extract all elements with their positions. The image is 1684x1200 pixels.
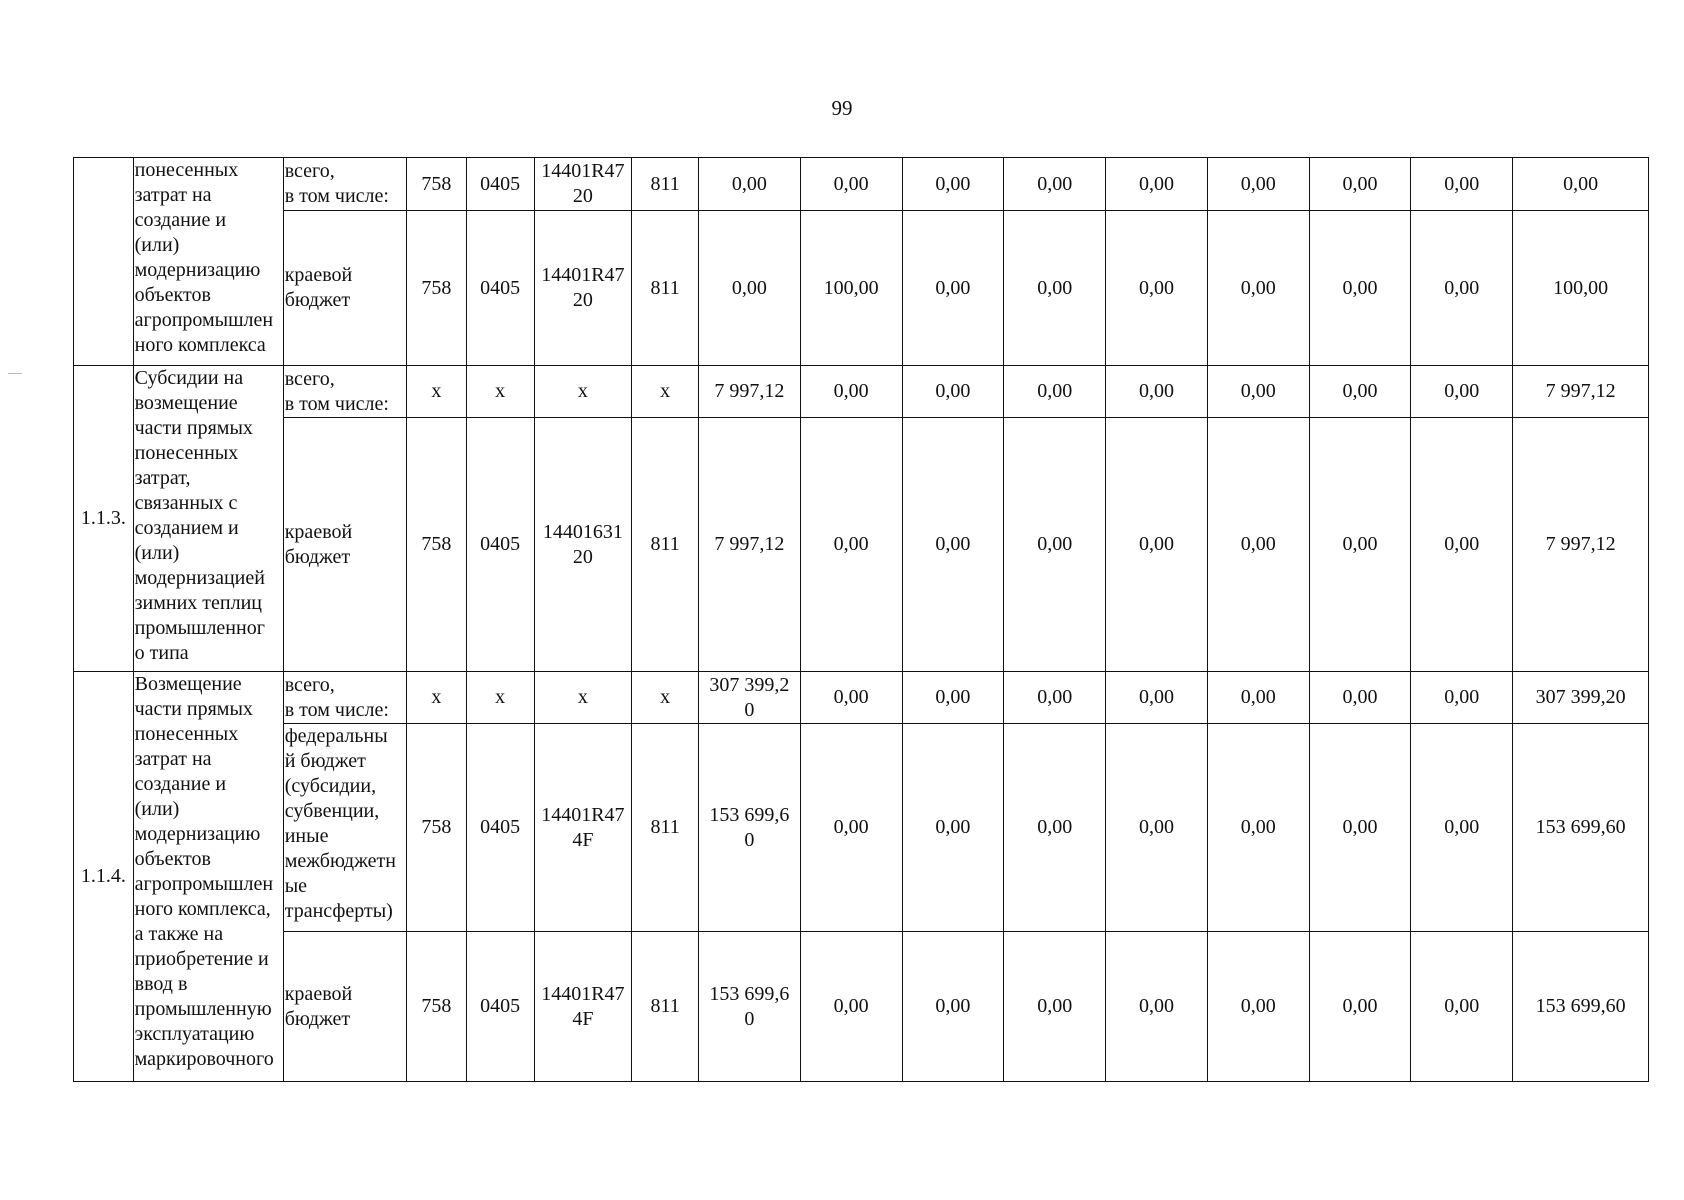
grbs-code xyxy=(407,366,467,418)
year-value-text: 0,00 xyxy=(935,995,971,1017)
row-number-text: 1.1.3. xyxy=(80,507,126,529)
year-value-text: 0,00 xyxy=(1342,816,1378,838)
year-value-text: 0,00 xyxy=(1240,380,1276,402)
grbs-code-text: x xyxy=(431,380,442,402)
csr-code-text: 14401R47 4F xyxy=(541,803,625,851)
grbs-code xyxy=(407,932,467,1082)
year-value-text: 0,00 xyxy=(1138,816,1174,838)
year-value xyxy=(1004,211,1106,366)
year-value-text: 0,00 xyxy=(833,172,869,195)
year-value xyxy=(1004,366,1106,418)
year-value xyxy=(699,724,801,932)
year-value xyxy=(800,672,902,724)
year-value-text: 307 399,2 0 xyxy=(709,673,790,721)
year-value-text: 0,00 xyxy=(1037,816,1073,838)
rzpr-code xyxy=(466,366,534,418)
year-value-text: 0,00 xyxy=(1138,172,1174,195)
page-number: 99 xyxy=(831,96,853,120)
funding-source xyxy=(283,366,406,418)
csr-code xyxy=(534,211,632,366)
row-number xyxy=(74,366,134,672)
grbs-code xyxy=(407,724,467,932)
row-description xyxy=(133,366,283,672)
csr-code-text: x xyxy=(577,380,588,402)
csr-code-text: 14401R47 20 xyxy=(541,264,625,311)
total-value xyxy=(1513,672,1649,724)
grbs-code xyxy=(407,211,467,366)
rzpr-code xyxy=(466,418,534,672)
row-description-text: понесенных затрат на создание и (или) модернизацию объектов агропромышлен ного комплекса xyxy=(134,159,274,356)
table-row xyxy=(74,158,1649,211)
funding-source xyxy=(283,158,406,211)
row-description xyxy=(133,672,283,1082)
year-value-text: 0,00 xyxy=(1240,276,1276,299)
table-row xyxy=(74,366,1649,418)
vr-code-text: 811 xyxy=(650,172,680,195)
table-row xyxy=(74,418,1649,672)
year-value-text: 0,00 xyxy=(1342,995,1378,1017)
year-value-text: 0,00 xyxy=(1138,686,1174,708)
row-number-text: 1.1.4. xyxy=(80,865,126,887)
rzpr-code xyxy=(466,672,534,724)
row-number xyxy=(74,672,134,1082)
year-value-text: 0,00 xyxy=(1342,276,1378,299)
year-value xyxy=(1207,724,1309,932)
vr-code-text: 811 xyxy=(650,816,680,838)
year-value-text: 0,00 xyxy=(833,380,869,402)
vr-code-text: x xyxy=(660,380,671,402)
year-value xyxy=(902,366,1004,418)
year-value xyxy=(800,932,902,1082)
margin-mark xyxy=(8,373,22,374)
csr-code xyxy=(534,366,632,418)
rzpr-code xyxy=(466,158,534,211)
vr-code xyxy=(632,418,699,672)
year-value-text: 0,00 xyxy=(1037,533,1073,555)
grbs-code-text: 758 xyxy=(421,172,452,195)
funding-source-text: всего, в том числе: xyxy=(284,673,389,721)
year-value xyxy=(902,211,1004,366)
vr-code-text: 811 xyxy=(650,533,680,555)
grbs-code xyxy=(407,672,467,724)
year-value-text: 0,00 xyxy=(833,995,869,1017)
year-value xyxy=(1411,158,1513,211)
vr-code-text: 811 xyxy=(650,995,680,1017)
year-value xyxy=(800,211,902,366)
funding-source-text: всего, в том числе: xyxy=(284,367,389,415)
rzpr-code-text: 0405 xyxy=(480,172,521,195)
rzpr-code-text: x xyxy=(495,380,506,402)
year-value xyxy=(1207,672,1309,724)
year-value-text: 0,00 xyxy=(1037,172,1073,195)
year-value xyxy=(699,211,801,366)
grbs-code-text: 758 xyxy=(421,533,452,555)
rzpr-code-text: 0405 xyxy=(480,276,521,299)
year-value xyxy=(1106,724,1208,932)
year-value-text: 0,00 xyxy=(1444,533,1480,555)
year-value xyxy=(1309,211,1411,366)
csr-code xyxy=(534,724,632,932)
year-value-text: 0,00 xyxy=(1444,995,1480,1017)
year-value xyxy=(902,932,1004,1082)
year-value xyxy=(699,158,801,211)
year-value xyxy=(699,672,801,724)
year-value-text: 0,00 xyxy=(1342,172,1378,195)
total-value-text: 153 699,60 xyxy=(1535,995,1626,1017)
year-value-text: 0,00 xyxy=(1444,172,1480,195)
year-value-text: 0,00 xyxy=(1037,995,1073,1017)
total-value xyxy=(1513,366,1649,418)
year-value-text: 0,00 xyxy=(1444,816,1480,838)
year-value-text: 0,00 xyxy=(1444,380,1480,402)
rzpr-code xyxy=(466,932,534,1082)
year-value-text: 0,00 xyxy=(935,533,971,555)
csr-code xyxy=(534,672,632,724)
year-value xyxy=(902,724,1004,932)
year-value xyxy=(1309,366,1411,418)
year-value xyxy=(1411,418,1513,672)
total-value-text: 0,00 xyxy=(1563,172,1599,195)
year-value-text: 0,00 xyxy=(1342,380,1378,402)
rzpr-code-text: x xyxy=(495,686,506,708)
year-value xyxy=(1309,672,1411,724)
grbs-code-text: 758 xyxy=(421,816,452,838)
year-value-text: 0,00 xyxy=(1138,380,1174,402)
row-description-text: Возмещение части прямых понесенных затрат на создание и (или) модернизацию объектов агропромышлен ного комплекса, а также на приобретение и ввод в промышленную эксплуатацию маркировочного xyxy=(134,673,274,1070)
vr-code-text: x xyxy=(660,686,671,708)
csr-code-text: 14401R47 4F xyxy=(541,982,625,1030)
year-value xyxy=(1207,211,1309,366)
total-value xyxy=(1513,418,1649,672)
year-value-text: 0,00 xyxy=(1037,380,1073,402)
year-value xyxy=(1207,366,1309,418)
year-value-text: 0,00 xyxy=(1342,533,1378,555)
csr-code xyxy=(534,932,632,1082)
csr-code xyxy=(534,158,632,211)
year-value xyxy=(1411,932,1513,1082)
year-value-text: 0,00 xyxy=(1037,276,1073,299)
funding-source-text: федеральны й бюджет (субсидии, субвенции, иные межбюджетн ые трансферты) xyxy=(284,725,396,922)
year-value-text: 0,00 xyxy=(731,172,767,195)
rzpr-code-text: 0405 xyxy=(480,816,521,838)
table-row xyxy=(74,672,1649,724)
year-value-text: 0,00 xyxy=(935,816,971,838)
grbs-code-text: x xyxy=(431,686,442,708)
rzpr-code xyxy=(466,211,534,366)
funding-source-text: краевой бюджет xyxy=(284,982,353,1030)
year-value xyxy=(699,932,801,1082)
year-value-text: 0,00 xyxy=(1138,276,1174,299)
rzpr-code-text: 0405 xyxy=(480,995,521,1017)
year-value-text: 0,00 xyxy=(1138,995,1174,1017)
year-value xyxy=(1004,724,1106,932)
year-value xyxy=(1106,211,1208,366)
year-value xyxy=(1309,724,1411,932)
year-value-text: 0,00 xyxy=(1240,172,1276,195)
year-value-text: 0,00 xyxy=(935,380,971,402)
table-row xyxy=(74,211,1649,366)
year-value-text: 0,00 xyxy=(833,686,869,708)
year-value xyxy=(1309,158,1411,211)
year-value-text: 0,00 xyxy=(935,172,971,195)
vr-code xyxy=(632,672,699,724)
year-value xyxy=(902,418,1004,672)
vr-code xyxy=(632,724,699,932)
year-value xyxy=(1411,724,1513,932)
funding-source xyxy=(283,672,406,724)
year-value-text: 100,00 xyxy=(823,276,879,299)
year-value xyxy=(1309,932,1411,1082)
year-value-text: 0,00 xyxy=(1138,533,1174,555)
year-value-text: 0,00 xyxy=(833,816,869,838)
year-value-text: 0,00 xyxy=(1037,686,1073,708)
row-number xyxy=(74,158,134,366)
budget-table xyxy=(73,157,1649,1082)
csr-code-text: x xyxy=(577,686,588,708)
year-value-text: 7 997,12 xyxy=(714,533,785,555)
year-value xyxy=(1106,418,1208,672)
year-value xyxy=(1207,158,1309,211)
year-value-text: 0,00 xyxy=(833,533,869,555)
total-value xyxy=(1513,932,1649,1082)
year-value-text: 153 699,6 0 xyxy=(709,803,790,851)
year-value xyxy=(1106,366,1208,418)
year-value xyxy=(1004,158,1106,211)
grbs-code xyxy=(407,158,467,211)
rzpr-code xyxy=(466,724,534,932)
csr-code-text: 14401631 20 xyxy=(542,520,623,568)
total-value-text: 153 699,60 xyxy=(1535,816,1626,838)
year-value-text: 0,00 xyxy=(935,276,971,299)
year-value-text: 0,00 xyxy=(731,276,767,299)
year-value xyxy=(1106,158,1208,211)
year-value-text: 153 699,6 0 xyxy=(709,982,790,1030)
grbs-code-text: 758 xyxy=(421,995,452,1017)
year-value-text: 0,00 xyxy=(1240,995,1276,1017)
total-value xyxy=(1513,724,1649,932)
funding-source-text: краевой бюджет xyxy=(284,520,353,568)
year-value xyxy=(1106,932,1208,1082)
funding-source xyxy=(283,932,406,1082)
vr-code xyxy=(632,211,699,366)
vr-code xyxy=(632,366,699,418)
total-value xyxy=(1513,158,1649,211)
rzpr-code-text: 0405 xyxy=(480,533,521,555)
year-value xyxy=(902,672,1004,724)
year-value xyxy=(1207,932,1309,1082)
year-value xyxy=(699,366,801,418)
table-row xyxy=(74,932,1649,1082)
year-value xyxy=(1207,418,1309,672)
year-value-text: 0,00 xyxy=(1240,533,1276,555)
year-value xyxy=(1004,418,1106,672)
total-value-text: 7 997,12 xyxy=(1545,533,1616,555)
vr-code xyxy=(632,932,699,1082)
year-value xyxy=(1411,672,1513,724)
year-value-text: 0,00 xyxy=(1240,816,1276,838)
table-row xyxy=(74,724,1649,932)
grbs-code xyxy=(407,418,467,672)
year-value-text: 0,00 xyxy=(1342,686,1378,708)
year-value xyxy=(902,158,1004,211)
funding-source xyxy=(283,418,406,672)
grbs-code-text: 758 xyxy=(421,276,452,299)
year-value xyxy=(800,418,902,672)
total-value-text: 100,00 xyxy=(1553,276,1609,299)
funding-source-text: всего, в том числе: xyxy=(284,160,389,207)
year-value xyxy=(1106,672,1208,724)
total-value xyxy=(1513,211,1649,366)
year-value-text: 0,00 xyxy=(935,686,971,708)
funding-source xyxy=(283,724,406,932)
vr-code xyxy=(632,158,699,211)
total-value-text: 307 399,20 xyxy=(1535,686,1626,708)
year-value xyxy=(1004,932,1106,1082)
funding-source xyxy=(283,211,406,366)
year-value xyxy=(800,366,902,418)
row-description xyxy=(133,158,283,366)
year-value xyxy=(1411,366,1513,418)
csr-code xyxy=(534,418,632,672)
year-value xyxy=(800,724,902,932)
row-description-text: Субсидии на возмещение части прямых понесенных затрат, связанных с созданием и (или) модернизацией зимних теплиц промышленног о типа xyxy=(134,367,265,664)
year-value-text: 0,00 xyxy=(1240,686,1276,708)
year-value xyxy=(1411,211,1513,366)
year-value xyxy=(1309,418,1411,672)
year-value xyxy=(1004,672,1106,724)
year-value-text: 7 997,12 xyxy=(714,380,785,402)
funding-source-text: краевой бюджет xyxy=(284,264,353,311)
year-value-text: 0,00 xyxy=(1444,276,1480,299)
total-value-text: 7 997,12 xyxy=(1545,380,1616,402)
year-value xyxy=(699,418,801,672)
vr-code-text: 811 xyxy=(650,276,680,299)
csr-code-text: 14401R47 20 xyxy=(541,160,625,207)
year-value-text: 0,00 xyxy=(1444,686,1480,708)
year-value xyxy=(800,158,902,211)
